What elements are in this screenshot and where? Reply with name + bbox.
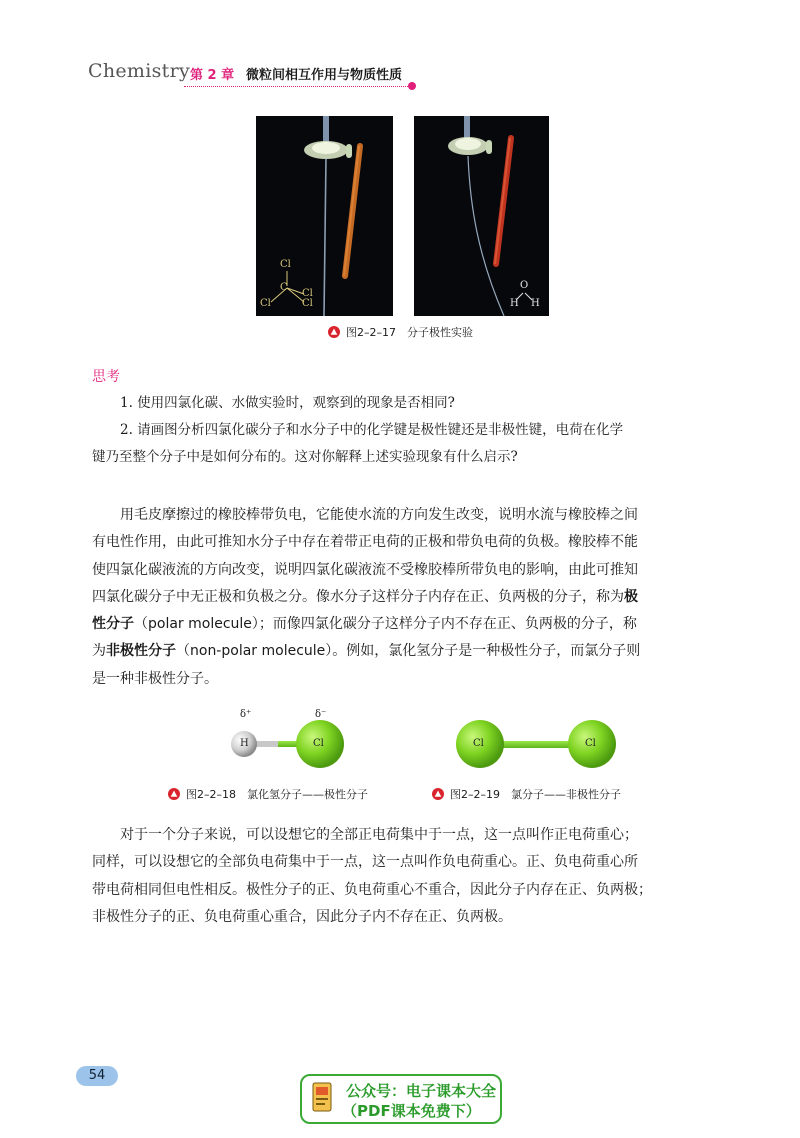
hcl-molecule-diagram xyxy=(226,704,366,774)
paragraph-line xyxy=(92,611,716,638)
atom-label: Cl xyxy=(280,259,291,270)
figure-caption xyxy=(432,786,621,802)
paragraph-line xyxy=(92,584,716,611)
question-2-cont: 键乃至整个分子中是如何分布的。这对你解释上述实验现象有什么启示? xyxy=(92,449,518,465)
triangle-marker-icon xyxy=(328,326,340,338)
paragraph-line: 是一种非极性分子。 xyxy=(92,670,218,687)
triangle-marker-icon xyxy=(168,788,180,800)
figure-caption-text: 图2–2–19 氯分子——非极性分子 xyxy=(450,788,621,801)
term-polar-part2: 性分子 xyxy=(92,616,134,633)
delta-minus-label: δ⁻ xyxy=(315,709,327,720)
paragraph-line: 使四氯化碳液流的方向改变，说明四氯化碳液流不受橡胶棒所带负电的影响，由此可推知 xyxy=(92,561,638,578)
body-paragraph xyxy=(92,822,716,931)
header-divider xyxy=(184,86,412,87)
line-text: （non-polar molecule）。例如，氯化氢分子是一种极性分子，而氯分子则 xyxy=(176,643,641,660)
badge-line-1: 公众号：电子课本大全 xyxy=(346,1082,497,1100)
paragraph-line: 非极性分子的正、负电荷重心重合，因此分子内不存在正、负两极。 xyxy=(92,908,512,925)
line-text: 四氯化碳分子中无正极和负极之分。像水分子这样分子内存在正、负两极的分子，称为 xyxy=(92,588,624,605)
line-text: 为 xyxy=(92,643,106,660)
chapter-number: 第 2 章 xyxy=(190,68,235,83)
section-title-think: 思考 xyxy=(92,369,120,385)
atom-label: Cl xyxy=(260,298,271,309)
header-dot xyxy=(408,82,416,90)
photo-water-experiment xyxy=(414,116,549,316)
body-paragraph xyxy=(92,502,716,693)
figure-caption-text: 图2–2–17 分子极性实验 xyxy=(346,326,473,339)
paragraph-line: 带电荷相同但电性相反。极性分子的正、负电荷重心不重合，因此分子内存在正、负两极； xyxy=(92,881,652,898)
atom-label: Cl xyxy=(302,298,313,309)
paragraph-line: 有电性作用，由此可推知水分子中存在着带正电荷的正极和带负电荷的负极。橡胶棒不能 xyxy=(92,534,638,551)
question-1: 1. 使用四氯化碳、水做实验时，观察到的现象是否相同? xyxy=(120,395,455,411)
atom-label: H xyxy=(510,298,519,309)
term-polar-part1: 极 xyxy=(624,588,638,605)
term-nonpolar: 非极性分子 xyxy=(106,643,176,660)
atom-label: H xyxy=(531,298,540,309)
badge-line-2: （PDF课本免费下） xyxy=(342,1102,481,1120)
atom-label: Cl xyxy=(302,288,313,299)
page-number: 54 xyxy=(76,1066,118,1086)
atom-label: O xyxy=(520,280,529,291)
atom-label: H xyxy=(240,738,249,749)
paragraph-line xyxy=(92,638,716,665)
atom-label: Cl xyxy=(313,738,324,749)
book-brand: Chemistry xyxy=(88,60,191,82)
figure-caption xyxy=(328,324,473,340)
cl2-molecule-diagram xyxy=(452,716,620,772)
figure-caption xyxy=(168,786,368,802)
photo-ccl4-experiment xyxy=(256,116,393,316)
book-icon xyxy=(312,1082,332,1112)
triangle-marker-icon xyxy=(432,788,444,800)
atom-label: Cl xyxy=(585,738,596,749)
paragraph-line: 同样，可以设想它的全部负电荷集中于一点，这一点叫作负电荷重心。正、负电荷重心所 xyxy=(92,854,638,871)
delta-plus-label: δ⁺ xyxy=(240,709,252,720)
figure-caption-text: 图2–2–18 氯化氢分子——极性分子 xyxy=(186,788,368,801)
chapter-title: 微粒间相互作用与物质性质 xyxy=(246,68,403,83)
footer-watermark-badge xyxy=(300,1074,502,1124)
paragraph-line: 对于一个分子来说，可以设想它的全部正电荷集中于一点，这一点叫作正电荷重心； xyxy=(120,827,638,843)
line-text: （polar molecule）；而像四氯化碳分子这样分子内不存在正、负两极的分子，称 xyxy=(134,616,637,633)
question-2: 2. 请画图分析四氯化碳分子和水分子中的化学键是极性键还是非极性键，电荷在化学 xyxy=(120,422,624,438)
paragraph-line: 用毛皮摩擦过的橡胶棒带负电，它能使水流的方向发生改变，说明水流与橡胶棒之间 xyxy=(120,507,638,523)
atom-label: Cl xyxy=(473,738,484,749)
atom-label: C xyxy=(280,282,288,293)
